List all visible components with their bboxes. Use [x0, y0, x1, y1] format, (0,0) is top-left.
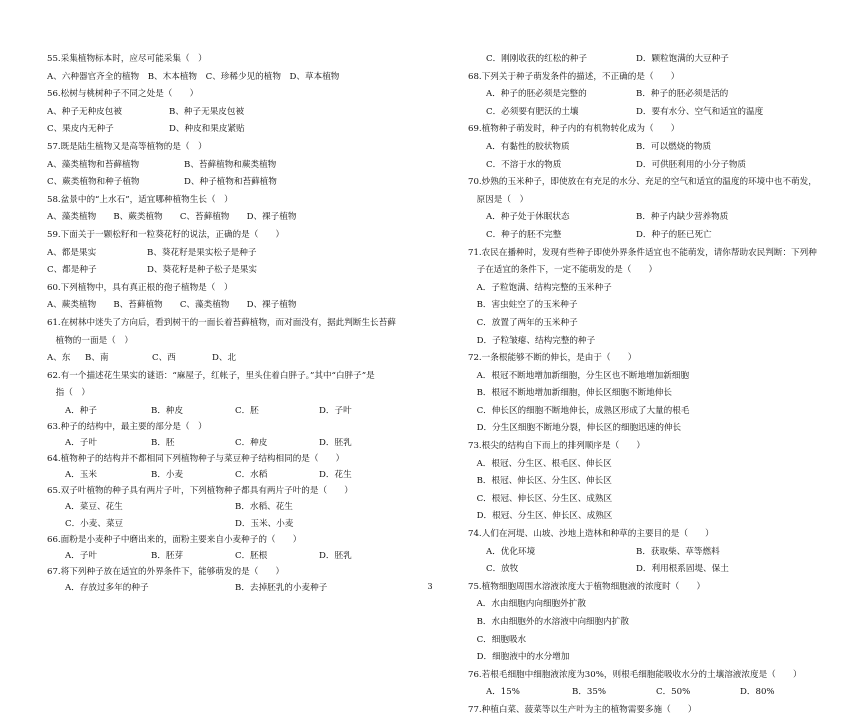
answer-option: C．水稻 — [235, 470, 268, 481]
option-row — [47, 435, 432, 451]
question-line: 植物的一面是（ ） — [47, 335, 133, 346]
answer-option: A．种子 — [65, 405, 97, 416]
answer-option: A．子叶 — [65, 550, 97, 561]
question-line: 指（ ） — [47, 388, 90, 399]
question-line: 72.一条根能够不断的伸长，是由于（ ） — [468, 353, 637, 364]
answer-option: A．种子的胚必须是完整的 — [486, 89, 587, 100]
answer-option: C．种皮 — [235, 438, 268, 449]
answer-option: A、种子无种皮包被 — [47, 106, 122, 117]
answer-option: B．胚芽 — [151, 550, 184, 561]
answer-option: B．水稻、花生 — [235, 502, 293, 513]
option-row — [468, 544, 838, 562]
answer-option: B、南 — [85, 353, 109, 364]
option-row — [468, 561, 838, 579]
question-line: A．水由细胞内向细胞外扩散 — [468, 599, 586, 610]
question-line: C．细胞吸水 — [468, 634, 527, 645]
answer-option: C．不溶于水的物质 — [486, 159, 562, 170]
question-line: 68.下列关于种子萌发条件的描述，不正确的是（ ） — [468, 71, 680, 82]
answer-option: C．胚 — [235, 405, 259, 416]
answer-option: C．种子的胚不完整 — [486, 229, 562, 240]
left-column — [47, 51, 432, 596]
question-line: A、蕨类植物 B、苔藓植物 C、藻类植物 D、裸子植物 — [47, 300, 297, 311]
answer-option: D．胚乳 — [319, 438, 352, 449]
answer-option: D．玉米、小麦 — [235, 518, 294, 529]
answer-option: C．必须要有肥沃的土壤 — [486, 106, 579, 117]
answer-option: A．优化环境 — [486, 546, 536, 557]
question-line: B．根冠、伸长区、分生区、伸长区 — [468, 476, 612, 487]
option-row — [468, 157, 838, 175]
answer-option: A、藻类植物和苔藓植物 — [47, 159, 140, 170]
option-row — [47, 157, 432, 175]
question-line: 59.下面关于一颗松籽和一粒葵花籽的说法，正确的是（ ） — [47, 229, 285, 240]
question-line: C．伸长区的细胞不断地伸长，成熟区形成了大量的根毛 — [468, 405, 690, 416]
page-number: 3 — [427, 582, 433, 591]
answer-option: D．子叶 — [319, 405, 352, 416]
question-line: 67.将下列种子放在适宜的外界条件下，能够萌发的是（ ） — [47, 566, 285, 577]
question-line: 75.植物细胞周围水溶液浓度大于植物细胞液的浓度时（ ） — [468, 581, 706, 592]
question-line: A、藻类植物 B、蕨类植物 C、苔藓植物 D、裸子植物 — [47, 212, 297, 223]
option-row — [468, 104, 838, 122]
question-line: 73.根尖的结构自下而上的排列顺序是（ ） — [468, 441, 645, 452]
answer-option: D、葵花籽是种子松子是果实 — [147, 265, 258, 276]
question-line: 63.种子的结构中，最主要的部分是（ ） — [47, 421, 207, 432]
question-line: A．根冠不断地增加新细胞，分生区也不断地增加新细胞 — [468, 370, 690, 381]
answer-option: A．15% — [486, 687, 520, 698]
option-row — [47, 350, 432, 368]
question-line: 62.有一个描述花生果实的谜语：“麻屋子，红帐子，里头住着白胖子。”其中“白胖子”是 — [47, 370, 375, 381]
question-line: 77.种植白菜、菠菜等以生产叶为主的植物需要多施（ ） — [468, 704, 697, 715]
option-row — [47, 245, 432, 263]
option-row — [468, 86, 838, 104]
answer-option: D、北 — [212, 353, 237, 364]
answer-option: C．刚刚收获的红松的种子 — [486, 54, 588, 64]
question-line: 74.人们在河堤、山坡、沙地上造林和种草的主要目的是（ ） — [468, 529, 714, 540]
question-line: 76.若根毛细胞中细胞液浓度为30%，则根毛细胞能吸收水分的土壤溶液浓度是（ ） — [468, 669, 802, 680]
answer-option: D．要有水分、空气和适宜的温度 — [636, 106, 764, 117]
question-line: 原因是（ ） — [468, 194, 529, 205]
option-row — [468, 51, 838, 69]
option-row — [47, 467, 432, 483]
question-line: 64.植物种子的结构并不都相同下列植物种子与菜豆种子结构相同的是（ ） — [47, 454, 345, 465]
answer-option: D．花生 — [319, 470, 352, 481]
answer-option: B．种子的胚必须是活的 — [636, 89, 729, 100]
option-row — [47, 516, 432, 532]
question-line: 子在适宜的条件下，一定不能萌发的是（ ） — [468, 265, 658, 276]
option-row — [47, 548, 432, 564]
answer-option: B、苔藓植物和蕨类植物 — [184, 159, 277, 170]
answer-option: B、种子无果皮包被 — [169, 106, 245, 117]
answer-option: A．子叶 — [65, 438, 97, 449]
option-row — [47, 174, 432, 192]
answer-option: D．利用根系固堤、保土 — [636, 564, 729, 575]
answer-option: C．放牧 — [486, 564, 519, 575]
question-line: B．根冠不断地增加新细胞，伸长区细胞不断地伸长 — [468, 388, 672, 399]
answer-option: B、葵花籽是果实松子是种子 — [147, 247, 257, 258]
question-line: 71.农民在播种时，发现有些种子即使外界条件适宜也不能萌发，请你帮助农民判断：下列种 — [468, 247, 817, 258]
answer-option: C．50% — [656, 687, 691, 698]
question-line: 60.下列植物中，具有真正根的孢子植物是（ ） — [47, 282, 233, 293]
option-row — [468, 684, 838, 702]
question-line: 58.盆景中的“上水石”，适宜哪种植物生长（ ） — [47, 194, 233, 205]
question-line: D．子粒皱瘪、结构完整的种子 — [468, 335, 596, 346]
answer-option: B．小麦 — [151, 470, 184, 481]
option-row — [47, 121, 432, 139]
question-line: 66.面粉是小麦种子中磨出来的，面粉主要来自小麦种子的（ ） — [47, 534, 302, 545]
answer-option: D．颗粒饱满的大豆种子 — [636, 54, 729, 64]
question-line: C．放置了两年的玉米种子 — [468, 317, 578, 328]
question-line: 65.双子叶植物的种子具有两片子叶，下列植物种子都具有两片子叶的是（ ） — [47, 486, 353, 497]
question-line: 69.植物种子萌发时，种子内的有机物转化成为（ ） — [468, 124, 680, 135]
question-line: 61.在树林中迷失了方向后，看到树干的一面长着苔藓植物，而对面没有，据此判断生长苔藓 — [47, 317, 396, 328]
option-row — [47, 104, 432, 122]
answer-option: C．小麦、菜豆 — [65, 518, 124, 529]
option-row — [468, 139, 838, 157]
answer-option: C、蕨类植物和种子植物 — [47, 177, 140, 188]
answer-option: B．35% — [572, 687, 607, 698]
question-line: D．细胞液中的水分增加 — [468, 652, 570, 663]
answer-option: C、都是种子 — [47, 265, 97, 276]
question-line: C．根冠、伸长区、分生区、成熟区 — [468, 493, 613, 504]
answer-option: A．菜豆、花生 — [65, 502, 123, 513]
answer-option: A．玉米 — [65, 470, 97, 481]
question-line: A、六种器官齐全的植物 B、木本植物 C、珍稀少见的植物 D、草本植物 — [47, 71, 340, 82]
option-row — [468, 209, 838, 227]
answer-option: A．种子处于休眠状态 — [486, 212, 570, 223]
question-line: B．水由细胞外的水溶液中向细胞内扩散 — [468, 617, 630, 627]
question-line: D．分生区细胞不断地分裂，伸长区的细胞迅速的伸长 — [468, 423, 682, 434]
option-row — [47, 499, 432, 515]
option-row — [47, 262, 432, 280]
answer-option: B．种皮 — [151, 405, 184, 416]
answer-option: D．种子的胚已死亡 — [636, 229, 712, 240]
question-line: D．根冠、分生区、伸长区、成熟区 — [468, 511, 613, 522]
answer-option: C、西 — [152, 353, 176, 364]
answer-option: B．胚 — [151, 438, 175, 449]
question-line: 70.炒熟的玉米种子，即使放在有充足的水分、充足的空气和适宜的温度的环境中也不萌发， — [468, 177, 817, 188]
question-line: 55.采集植物标本时，应尽可能采集（ ） — [47, 54, 207, 64]
answer-option: B．可以燃烧的物质 — [636, 141, 712, 152]
answer-option: A．有黏性的胶状物质 — [486, 141, 570, 152]
answer-option: B．去掉胚乳的小麦种子 — [235, 582, 328, 593]
answer-option: A、都是果实 — [47, 247, 97, 258]
answer-option: D．80% — [740, 687, 775, 698]
answer-option: D．可供胚利用的小分子物质 — [636, 159, 747, 170]
question-line: 57.既是陆生植物又是高等植物的是（ ） — [47, 141, 207, 152]
answer-option: A．存放过多年的种子 — [65, 582, 149, 593]
question-line: A．根冠、分生区、根毛区、伸长区 — [468, 458, 612, 469]
answer-option: D．胚乳 — [319, 550, 352, 561]
answer-option: B．种子内缺少营养物质 — [636, 212, 729, 223]
answer-option: C．胚根 — [235, 550, 268, 561]
option-row — [468, 227, 838, 245]
answer-option: B．获取柴、草等燃料 — [636, 546, 720, 557]
question-line: B．害虫蛀空了的玉米种子 — [468, 300, 578, 311]
answer-option: D、种皮和果皮紧贴 — [169, 124, 245, 135]
question-line: A．子粒饱满、结构完整的玉米种子 — [468, 282, 612, 293]
question-line: 56.松树与桃树种子不同之处是（ ） — [47, 89, 199, 100]
answer-option: C、果皮内无种子 — [47, 124, 114, 135]
right-column — [468, 51, 838, 720]
option-row — [47, 403, 432, 419]
answer-option: D、种子植物和苔藓植物 — [184, 177, 277, 188]
answer-option: A、东 — [47, 353, 71, 364]
